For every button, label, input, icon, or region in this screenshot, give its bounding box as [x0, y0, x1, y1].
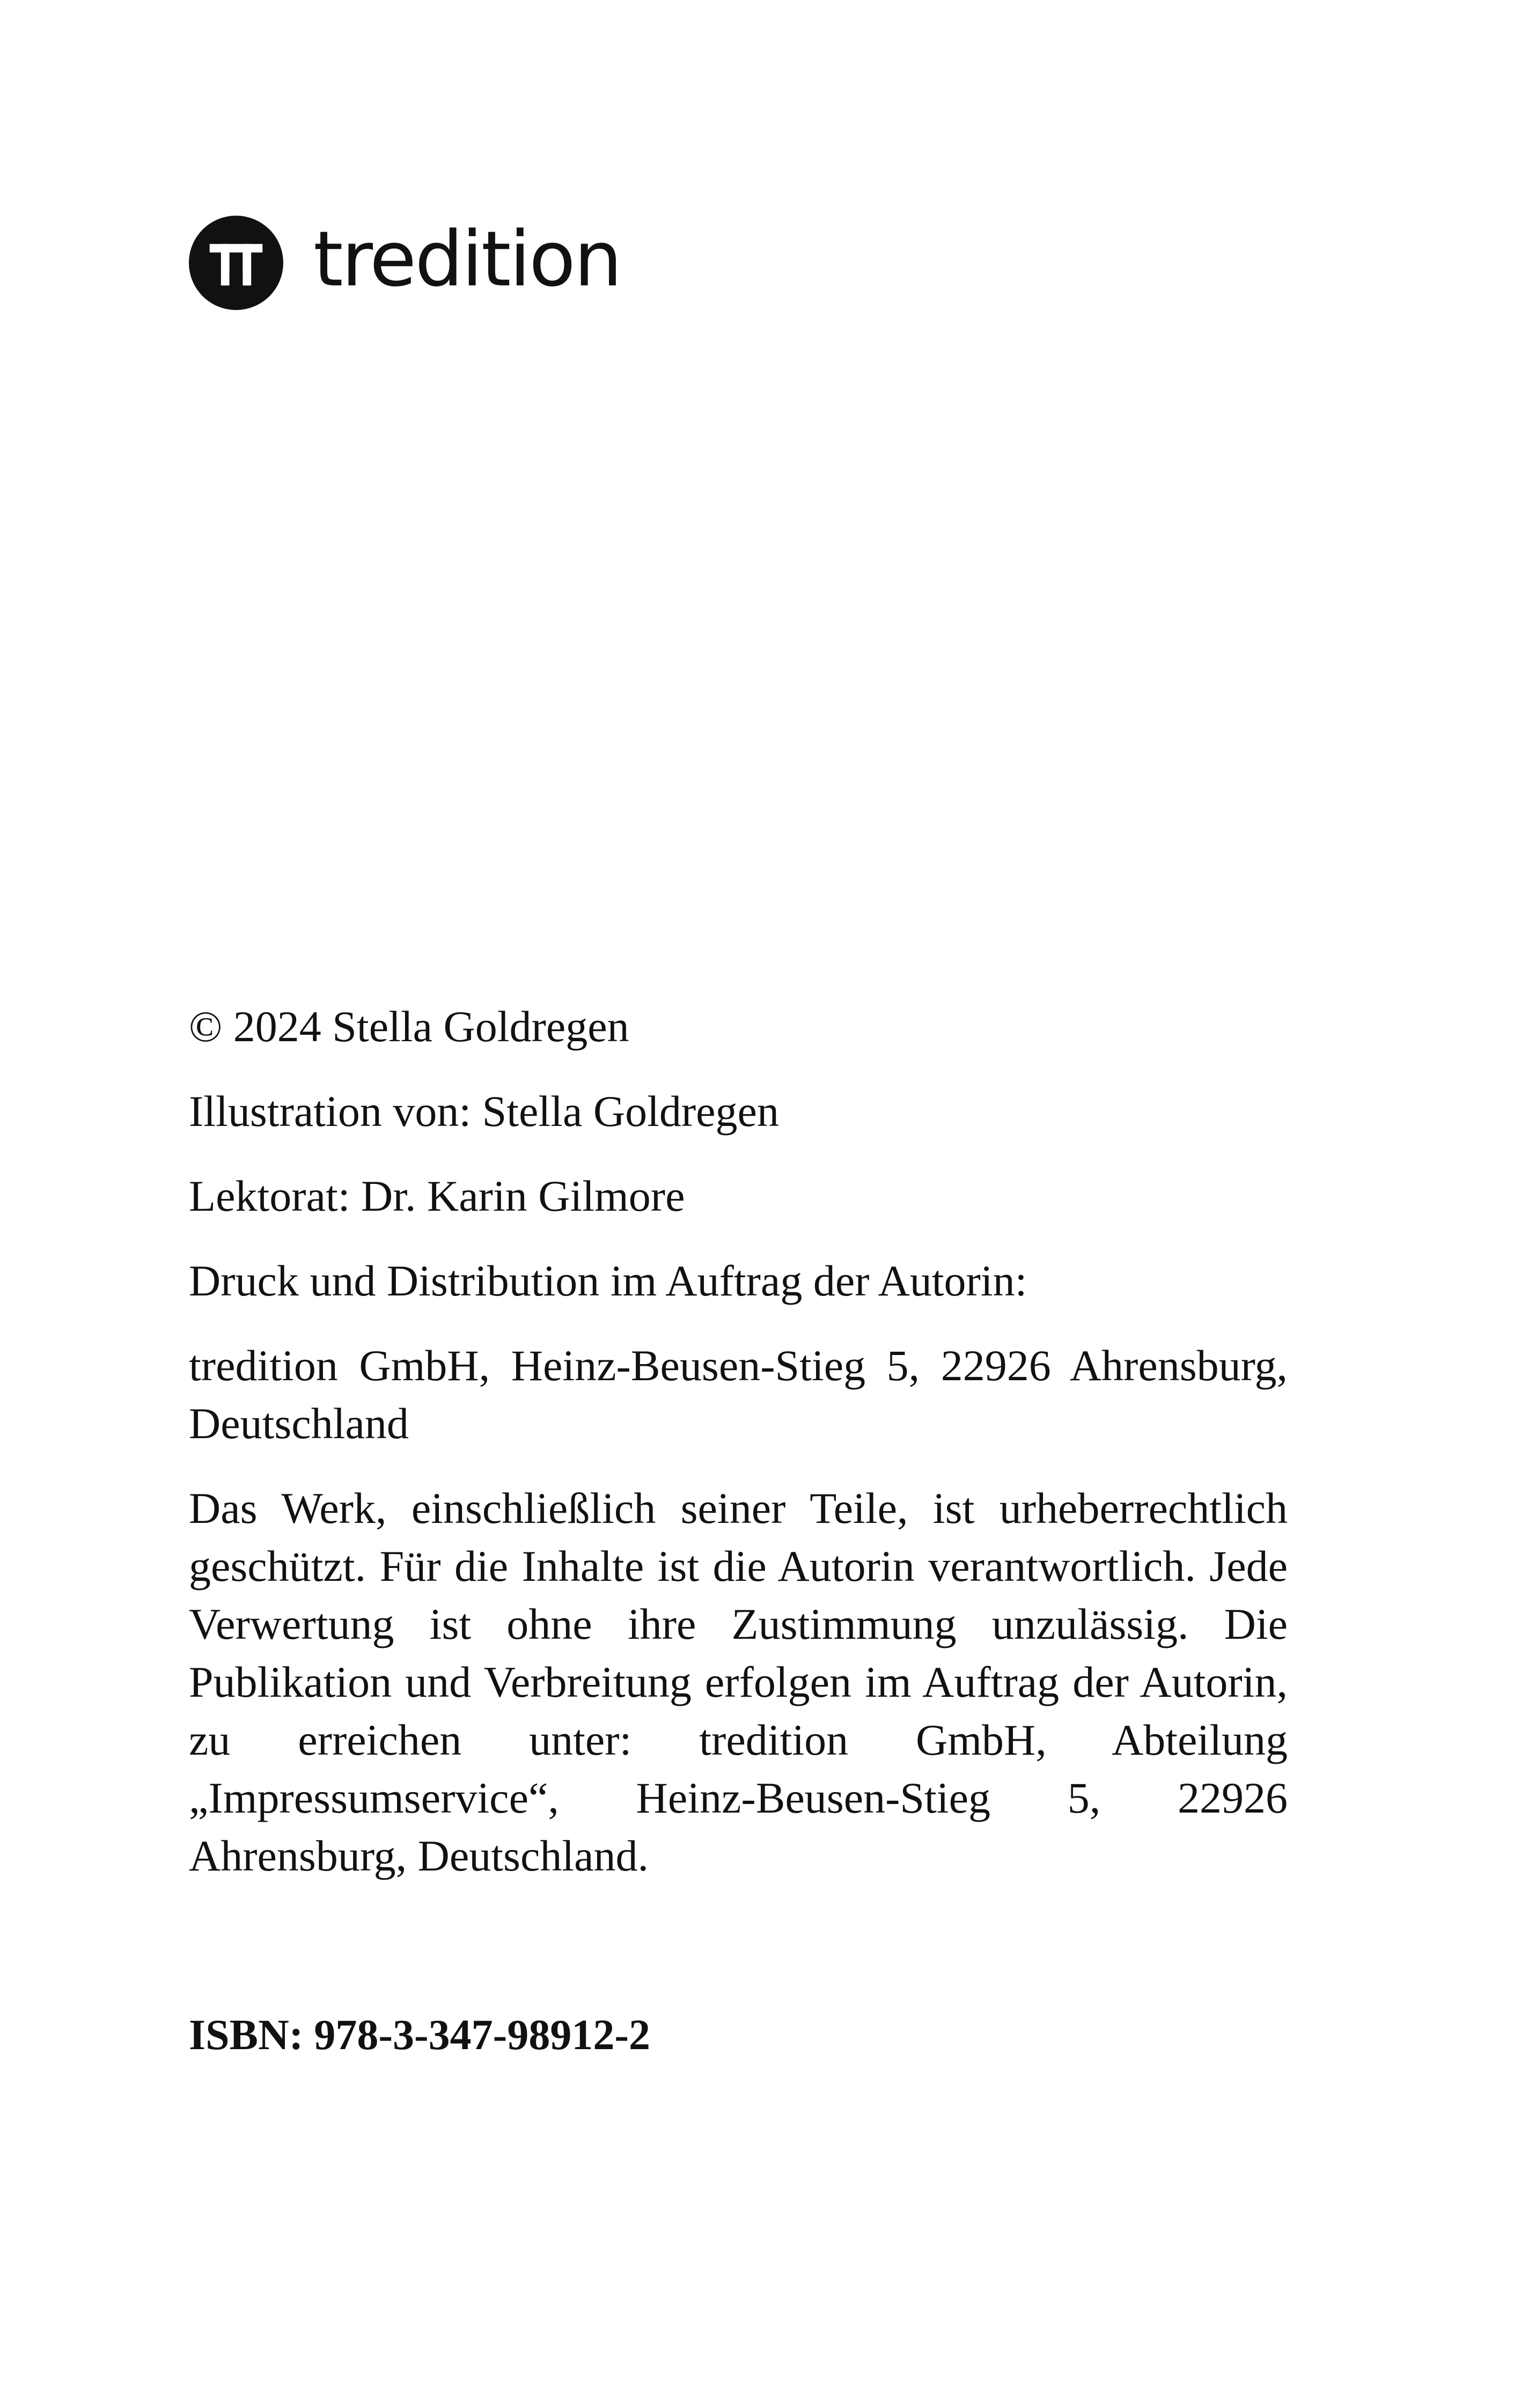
publisher-address: tredition GmbH, Heinz-Beusen-Stieg 5, 22926 Ahrensburg, Deutschland — [189, 1341, 1288, 1448]
isbn: ISBN: 978-3-347-98912-2 — [189, 2012, 650, 2059]
copyright-line: © 2024 Stella Goldregen — [189, 1002, 629, 1051]
illustration-credit: Illustration von: Stella Goldregen — [189, 1087, 779, 1136]
publisher-logo — [189, 215, 621, 311]
rights-notice: Das Werk, einschließlich seiner Teile, ist urheberrechtlich geschützt. Für die Inhalte ist die Autorin verantwortlich. Jede Verwertung ist ohne ihre Zustimmung unzulässig. Die Publikation und Verbreitung erfolgen im Auftrag der Autorin, zu erreichen unter: tredition GmbH, Abteilung „Impressumservice“, Heinz-Beusen-Stieg 5, 22926 Ahrensburg, Deutschland. — [189, 1484, 1288, 1880]
editor-credit: Lektorat: Dr. Karin Gilmore — [189, 1172, 685, 1220]
tredition-logo-icon — [189, 216, 283, 310]
print-distribution-line: Druck und Distribution im Auftrag der Autorin: — [189, 1256, 1027, 1305]
publisher-logo-text: tredition — [313, 215, 621, 304]
imprint-block — [189, 998, 1288, 1912]
